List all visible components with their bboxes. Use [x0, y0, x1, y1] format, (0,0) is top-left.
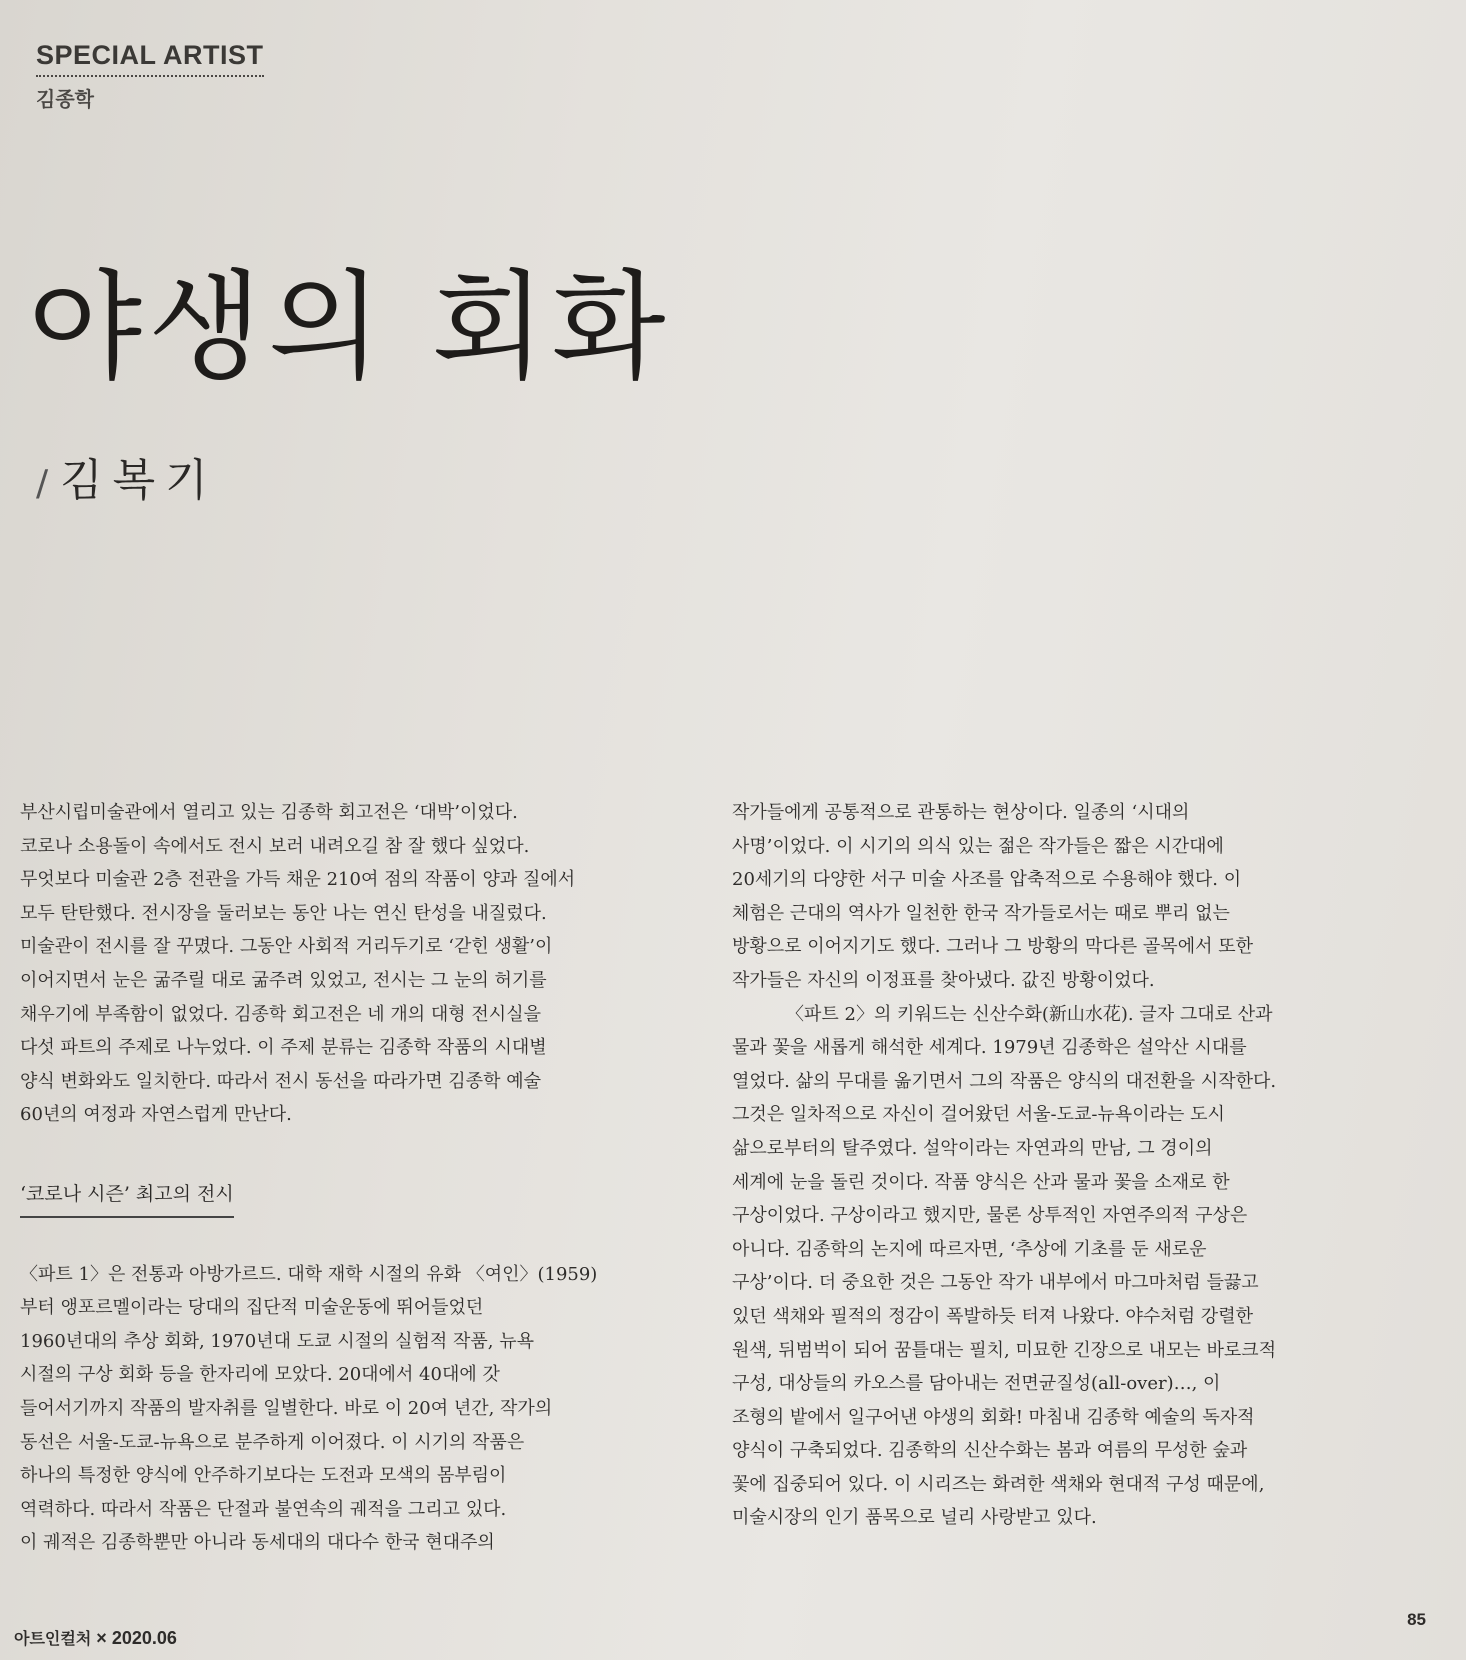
text-line: 미술시장의 인기 품목으로 널리 사랑받고 있다. [732, 1507, 1097, 1529]
text-line: 채우기에 부족함이 없었다. 김종학 회고전은 네 개의 대형 전시실을 [20, 1003, 541, 1025]
text-line: 구상이었다. 구상이라고 했지만, 물론 상투적인 자연주의적 구상은 [732, 1205, 1248, 1227]
left-paragraph-1 [20, 796, 710, 1132]
section-artist-name: 김종학 [36, 89, 94, 111]
right-paragraph-1 [732, 796, 1432, 998]
text-line: 부터 앵포르멜이라는 당대의 집단적 미술운동에 뛰어들었던 [20, 1297, 484, 1319]
text-line: 동선은 서울-도쿄-뉴욕으로 분주하게 이어졌다. 이 시기의 작품은 [20, 1431, 525, 1453]
text-line: 물과 꽃을 새롭게 해석한 세계다. 1979년 김종학은 설악산 시대를 [732, 1037, 1247, 1059]
text-line: 작가들에게 공통적으로 관통하는 현상이다. 일종의 ‘시대의 [732, 802, 1190, 823]
text-line: 코로나 소용돌이 속에서도 전시 보러 내려오길 참 잘 했다 싶었다. [20, 835, 530, 857]
text-line: 구성, 대상들의 카오스를 담아내는 전면균질성(all-over)…, 이 [732, 1373, 1221, 1395]
text-line: 부산시립미술관에서 열리고 있는 김종학 회고전은 ‘대박’이었다. [20, 802, 518, 823]
text-line-content: 〈파트 2〉의 키워드는 신산수화(新山水花). 글자 그대로 산과 [786, 1003, 1273, 1025]
right-column [732, 796, 1432, 1535]
magazine-name: 아트인컬처 [14, 1631, 92, 1648]
text-line: 〈파트 1〉은 전통과 아방가르드. 대학 재학 시절의 유화 〈여인〉(1959) [20, 1263, 598, 1285]
text-line: 이 궤적은 김종학뿐만 아니라 동세대의 대다수 한국 현대주의 [20, 1532, 495, 1554]
text-line: 미술관이 전시를 잘 꾸몄다. 그동안 사회적 거리두기로 ‘갇힌 생활’이 [20, 936, 553, 958]
text-line: 조형의 밭에서 일구어낸 야생의 회화! 마침내 김종학 예술의 독자적 [732, 1406, 1255, 1428]
text-line: 그것은 일차적으로 자신이 걸어왔던 서울-도쿄-뉴욕이라는 도시 [732, 1104, 1225, 1126]
footer-separator: × [96, 1628, 107, 1648]
text-line: 체험은 근대의 역사가 일천한 한국 작가들로서는 때로 뿌리 없는 [732, 902, 1230, 924]
footer-magazine-info [14, 1626, 177, 1649]
text-line: 작가들은 자신의 이정표를 찾아냈다. 값진 방황이었다. [732, 969, 1155, 991]
text-line: 양식이 구축되었다. 김종학의 신산수화는 봄과 여름의 무성한 숲과 [732, 1440, 1248, 1462]
text-line: 아니다. 김종학의 논지에 따르자면, ‘추상에 기초를 둔 새로운 [732, 1238, 1207, 1260]
text-line: 하나의 특정한 양식에 안주하기보다는 도전과 모색의 몸부림이 [20, 1465, 507, 1487]
byline-author: 김복기 [60, 455, 218, 506]
text-line: 구상’이다. 더 중요한 것은 그동안 작가 내부에서 마그마처럼 들끓고 [732, 1272, 1259, 1294]
text-line: 역력하다. 따라서 작품은 단절과 불연속의 궤적을 그리고 있다. [20, 1498, 507, 1520]
text-line: 양식 변화와도 일치한다. 따라서 전시 동선을 따라가면 김종학 예술 [20, 1070, 541, 1092]
right-paragraph-2 [732, 998, 1432, 1536]
text-line: 삶으로부터의 탈주였다. 설악이라는 자연과의 만남, 그 경이의 [732, 1137, 1213, 1159]
byline [36, 444, 218, 508]
text-line: 모두 탄탄했다. 전시장을 둘러보는 동안 나는 연신 탄성을 내질렀다. [20, 902, 547, 924]
issue-date: 2020.06 [111, 1628, 177, 1648]
subheading: ‘코로나 시즌’ 최고의 전시 [20, 1178, 234, 1218]
text-line: 꽃에 집중되어 있다. 이 시리즈는 화려한 색채와 현대적 구성 때문에, [732, 1473, 1265, 1495]
article-title: 야생의 회화 [28, 258, 672, 396]
text-line: 원색, 뒤범벅이 되어 꿈틀대는 필치, 미묘한 긴장으로 내모는 바로크적 [732, 1339, 1277, 1361]
text-line: 1960년대의 추상 회화, 1970년대 도쿄 시절의 실험적 작품, 뉴욕 [20, 1330, 534, 1352]
section-label: SPECIAL ARTIST [36, 40, 264, 77]
left-column [20, 796, 710, 1560]
text-line: 무엇보다 미술관 2층 전관을 가득 채운 210여 점의 작품이 양과 질에서 [20, 869, 576, 891]
text-line: 다섯 파트의 주제로 나누었다. 이 주제 분류는 김종학 작품의 시대별 [20, 1037, 547, 1059]
text-line: 이어지면서 눈은 굶주릴 대로 굶주려 있었고, 전시는 그 눈의 허기를 [20, 969, 547, 991]
text-line: 열었다. 삶의 무대를 옮기면서 그의 작품은 양식의 대전환을 시작한다. [732, 1070, 1277, 1092]
text-line: 세계에 눈을 돌린 것이다. 작품 양식은 산과 물과 꽃을 소재로 한 [732, 1171, 1230, 1193]
text-line: 60년의 여정과 자연스럽게 만난다. [20, 1104, 292, 1126]
byline-slash: / [36, 463, 59, 504]
text-line: 시절의 구상 회화 등을 한자리에 모았다. 20대에서 40대에 갓 [20, 1364, 500, 1386]
text-line: 들어서기까지 작품의 발자취를 일별한다. 바로 이 20여 년간, 작가의 [20, 1397, 553, 1419]
text-line: 사명’이었다. 이 시기의 의식 있는 젊은 작가들은 짧은 시간대에 [732, 835, 1224, 857]
text-line: 있던 색채와 필적의 정감이 폭발하듯 터져 나왔다. 야수처럼 강렬한 [732, 1305, 1253, 1327]
section-header [36, 40, 264, 112]
left-paragraph-2 [20, 1258, 710, 1560]
text-line: 방황으로 이어지기도 했다. 그러나 그 방황의 막다른 골목에서 또한 [732, 936, 1253, 958]
text-line [732, 998, 1432, 1032]
page-number: 85 [1407, 1610, 1426, 1629]
text-line: 20세기의 다양한 서구 미술 사조를 압축적으로 수용해야 했다. 이 [732, 869, 1242, 891]
